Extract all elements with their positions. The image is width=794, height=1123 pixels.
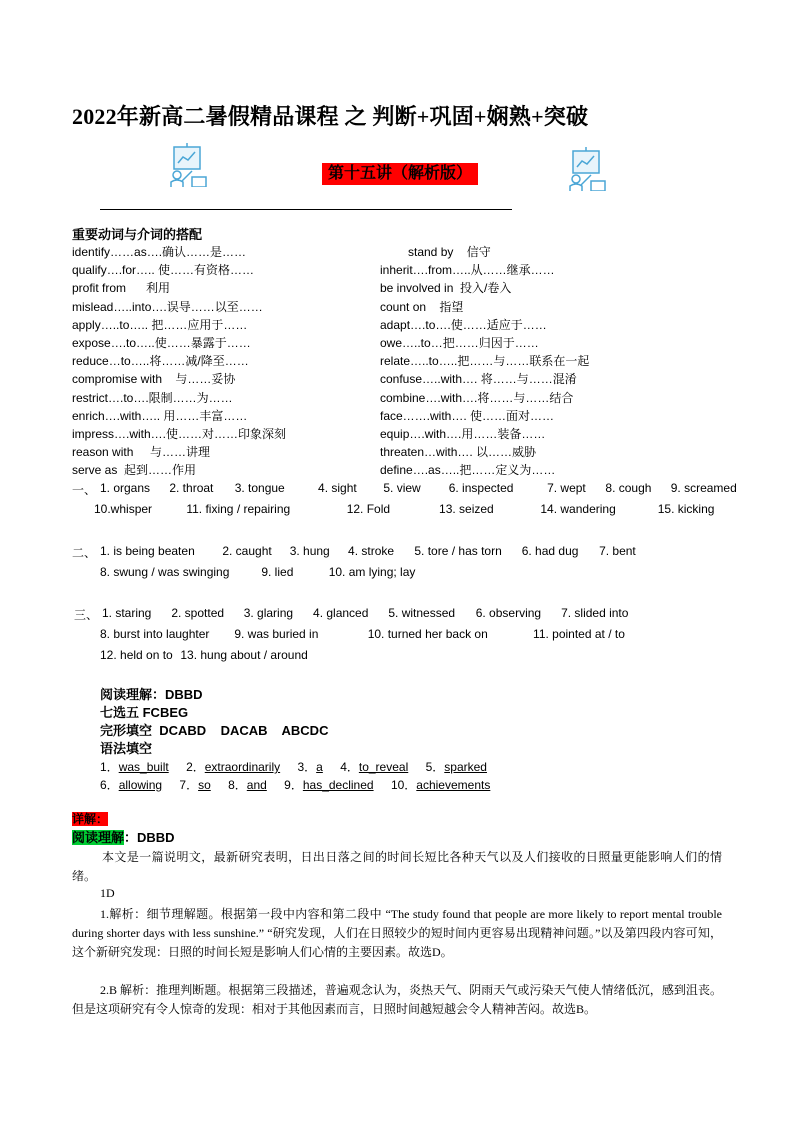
grammar-number: 9．	[284, 778, 303, 792]
collocation-item: relate…..to…..把……与……联系在一起	[380, 354, 590, 369]
answer-item: 12. held on to	[100, 648, 173, 662]
collocation-item: restrict….to….限制……为……	[72, 390, 233, 405]
answer-item: 5. tore / has torn	[414, 544, 502, 558]
seven-choose-five-answers: 七选五 FCBEG	[100, 705, 189, 720]
answer-item: 9. was buried in	[234, 627, 319, 641]
collocation-item: reason with 与……讲理	[72, 445, 211, 460]
question-1-explanation: 1.解析：细节理解题。根据第一段中内容和第二段中 “The study found that people are more likely to report mental trouble during shorter days with less sunshine.” “研究发现，人们在日照较少的短时间内更容易出现精神问题。”以及第四段内容可知，这个新研究发现：日照的时间长短是影响人们心情的主要因素。故选D。	[72, 907, 722, 959]
collocation-item: mislead…..into….误导……以至……	[72, 299, 263, 314]
passage-intro: 本文是一篇说明文，最新研究表明，日出日落之间的时间长短比各种天气以及人们接收的日照量更能影响人们的情绪。	[72, 850, 722, 883]
grammar-heading: 语法填空	[100, 741, 153, 756]
answer-item: 9. lied	[261, 565, 294, 579]
collocation-item: enrich….with….. 用……丰富……	[72, 408, 248, 423]
grammar-number: 4．	[340, 760, 359, 774]
answer-item: 1. organs	[100, 481, 151, 495]
grammar-number: 10．	[390, 778, 417, 792]
answer-item: 11. fixing / repairing	[186, 502, 291, 516]
answer-item: 14. wandering	[540, 502, 616, 516]
grammar-answer: allowing	[118, 778, 163, 792]
answer-item: 5. view	[383, 481, 421, 495]
collocation-item: identify……as….确认……是……	[72, 245, 247, 259]
collocation-item: serve as 起到……作用	[72, 463, 197, 478]
section-2-row-1	[100, 544, 636, 558]
grammar-answer: sparked	[444, 760, 487, 774]
collocation-item: stand by 信守	[408, 245, 491, 259]
grammar-number: 7．	[179, 778, 199, 792]
explanation-label	[72, 810, 108, 827]
grammar-answer: was_built	[118, 760, 169, 774]
answer-item: 7. slided into	[561, 606, 629, 620]
collocation-item: threaten…with…. 以……威胁	[380, 445, 537, 460]
grammar-answer: and	[246, 778, 267, 792]
collocation-item: adapt….to….使……适应于……	[380, 317, 547, 332]
divider	[100, 209, 512, 210]
answer-item: 6. inspected	[448, 481, 514, 495]
section-2-row-2	[100, 565, 415, 579]
answer-item: 2. throat	[169, 481, 214, 495]
section-1-row-2	[94, 502, 714, 516]
collocation-item: compromise with 与……妥协	[72, 372, 236, 387]
answer-item: 6. had dug	[521, 544, 579, 558]
grammar-answer: achievements	[416, 778, 491, 792]
collocation-item: combine….with….将……与……结合	[380, 390, 574, 405]
collocation-item: apply…..to….. 把……应用于……	[72, 317, 248, 332]
collocation-item: face…….with…. 使……面对……	[380, 408, 555, 423]
answer-item: 12. Fold	[346, 502, 391, 516]
answer-item: 3. tongue	[234, 481, 285, 495]
grammar-answer: has_declined	[302, 778, 374, 792]
lecture-presentation-icon	[567, 147, 607, 191]
reading-label: 阅读理解	[72, 830, 125, 845]
collocation-item: be involved in 投入/卷入	[380, 281, 512, 296]
section-1-marker: 一、	[72, 483, 97, 497]
answer-item: 7. bent	[599, 544, 636, 558]
explanation-label-text: 详解：	[72, 812, 109, 826]
reading-answer: ：DBBD	[124, 830, 175, 845]
answer-item: 13. hung about / around	[180, 648, 308, 662]
answer-item: 1. is being beaten	[100, 544, 195, 558]
collocation-item: confuse…..with…. 将……与……混淆	[380, 372, 577, 387]
collocation-item: owe…..to…把……归因于……	[380, 336, 539, 350]
answer-item: 10.whisper	[94, 502, 153, 516]
answer-item: 2. caught	[222, 544, 272, 558]
question-1-answer: 1D	[100, 886, 115, 900]
answer-item: 4. glanced	[313, 606, 369, 620]
answer-item: 4. sight	[318, 481, 357, 495]
answer-item: 7. wept	[547, 481, 586, 495]
grammar-row-2	[100, 776, 490, 793]
answer-item: 11. pointed at / to	[533, 627, 625, 641]
answer-item: 5. witnessed	[388, 606, 456, 620]
answer-item: 8. burst into laughter	[100, 627, 210, 641]
grammar-row-1	[100, 758, 487, 775]
answer-item: 3. hung	[289, 544, 330, 558]
collocation-item: reduce…to…..将……减/降至……	[72, 354, 249, 369]
reading-explanation-heading	[72, 827, 175, 846]
grammar-number: 1．	[100, 760, 119, 774]
grammar-number: 8．	[228, 778, 247, 792]
grammar-number: 2．	[186, 760, 205, 774]
answer-item: 4. stroke	[348, 544, 395, 558]
answer-item: 8. cough	[605, 481, 652, 495]
grammar-number: 5．	[425, 760, 445, 774]
answer-item: 8. swung / was swinging	[100, 565, 230, 579]
answer-item: 6. observing	[475, 606, 542, 620]
answer-item: 13. seized	[439, 502, 494, 516]
collocation-item: count on 指望	[380, 299, 464, 314]
lecture-label: 第十五讲（解析版）	[322, 163, 478, 185]
collocation-heading: 重要动词与介词的搭配	[72, 227, 203, 242]
answer-item: 9. screamed	[670, 481, 737, 495]
lecture-presentation-icon	[168, 143, 208, 187]
answer-item: 10. turned her back on	[367, 627, 488, 641]
section-3-row-1	[102, 606, 628, 620]
collocation-item: define….as…..把……定义为……	[380, 463, 556, 478]
section-3-row-2	[100, 627, 625, 641]
answer-item: 3. glaring	[243, 606, 294, 620]
answer-item: 2. spotted	[171, 606, 225, 620]
collocation-item: equip….with….用……装备……	[380, 427, 546, 441]
collocation-item: qualify….for….. 使……有资格……	[72, 263, 255, 278]
answer-item: 10. am lying; lay	[328, 565, 416, 579]
section-3-marker: 三、	[74, 608, 99, 622]
question-2-explanation: 2.B 解析：推理判断题。根据第三段描述，普遍观念认为，炎热天气、阴雨天气或污染天气使人情绪低沉，感到沮丧。但是这项研究有令人惊奇的发现：相对于其他因素而言，日照时间越短越会令人精神苦闷。故选B。	[72, 983, 722, 1016]
reading-answers: 阅读理解：DBBD	[100, 687, 203, 702]
section-2-marker: 二、	[72, 546, 97, 560]
answer-item: 15. kicking	[657, 502, 715, 516]
grammar-answer: extraordinarily	[204, 760, 281, 774]
cloze-answers: 完形填空 DCABD DACAB ABCDC	[100, 723, 329, 738]
collocation-item: impress….with….使……对……印象深刻	[72, 427, 287, 441]
section-1-row-1	[100, 481, 737, 495]
grammar-number: 3．	[297, 760, 317, 774]
document-title: 2022年新高二暑假精品课程 之 判断+巩固+娴熟+突破	[72, 104, 589, 129]
collocation-item: expose….to…..使……暴露于……	[72, 336, 251, 350]
grammar-answer: to_reveal	[358, 760, 409, 774]
grammar-answer: so	[198, 778, 211, 792]
grammar-number: 6．	[100, 778, 119, 792]
collocation-item: inherit….from…..从……继承……	[380, 263, 555, 278]
answer-item: 1. staring	[102, 606, 152, 620]
grammar-answer: a	[316, 760, 323, 774]
section-3-row-3	[100, 648, 308, 662]
collocation-item: profit from 利用	[72, 281, 171, 296]
